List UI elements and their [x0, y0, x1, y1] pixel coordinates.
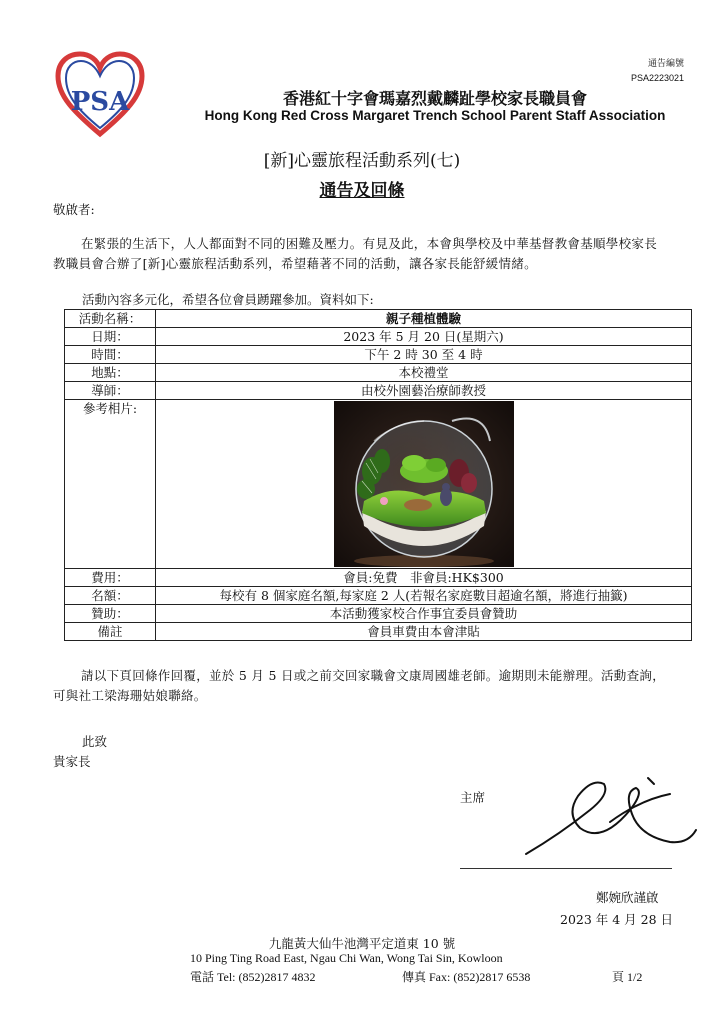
row-value: 本校禮堂: [156, 364, 692, 382]
reply-paragraph: [53, 666, 665, 706]
row-value: 2023 年 5 月 20 日(星期六): [156, 328, 692, 346]
row-value: 會員車費由本會津貼: [156, 623, 692, 641]
table-row: [65, 382, 692, 400]
ref-number: PSA2223021: [630, 73, 684, 83]
signer-name: 鄭婉欣謹啟: [596, 890, 659, 905]
signature-image: [520, 770, 700, 862]
footer-address-cn: 九龍黃大仙牛池灣平定道東 10 號: [268, 936, 456, 951]
row-label: 贊助：: [65, 605, 156, 623]
row-label: 名額：: [65, 587, 156, 605]
issue-date: 2023 年 4 月 28 日: [560, 912, 674, 927]
row-value: 會員:免費 非會員:HK$300: [156, 569, 692, 587]
table-row: [65, 587, 692, 605]
row-label: 導師：: [65, 382, 156, 400]
ref-label: 通告編號: [647, 58, 684, 68]
row-label: 日期：: [65, 328, 156, 346]
row-value: 親子種植體驗: [156, 310, 692, 328]
row-label: 費用：: [65, 569, 156, 587]
table-row: [65, 346, 692, 364]
org-name-cn: 香港紅十字會瑪嘉烈戴麟趾學校家長職員會: [282, 89, 587, 108]
table-row: [65, 569, 692, 587]
closing-1: 此致: [82, 734, 108, 749]
footer-tel: 電話 Tel: (852)2817 4832: [190, 970, 316, 984]
row-value: 每校有 8 個家庭名額,每家庭 2 人(若報名家庭數目超逾名額，將進行抽籤): [156, 587, 692, 605]
table-row: [65, 328, 692, 346]
intro-paragraph: [53, 234, 665, 274]
terrarium-photo: [334, 401, 514, 567]
notice-ref: [631, 56, 684, 86]
closing-2: 貴家長: [53, 754, 91, 769]
signature-line: [460, 868, 672, 869]
paragraph-2: 請以下頁回條作回覆，並於 5 月 5 日或之前交回家職會文康周國雄老師。逾期則未能辦理。活動查詢，可與社工梁海珊姑娘聯絡。: [53, 668, 666, 703]
psa-logo: [52, 50, 148, 138]
row-label: 地點：: [65, 364, 156, 382]
row-label: 時間：: [65, 346, 156, 364]
chair-role: 主席: [460, 790, 486, 805]
salutation: 敬啟者:: [53, 202, 95, 217]
table-row: [65, 605, 692, 623]
photo-cell: [156, 400, 692, 569]
logo-text: PSA: [70, 87, 130, 117]
table-row: [65, 364, 692, 382]
activity-table: [64, 309, 692, 641]
row-value: 下午 2 時 30 至 4 時: [156, 346, 692, 364]
org-name-en: Hong Kong Red Cross Margaret Trench School Parent Staff Association: [204, 108, 666, 123]
row-value: 由校外園藝治療師教授: [156, 382, 692, 400]
page-number: 頁 1/2: [612, 970, 643, 984]
table-row: [65, 310, 692, 328]
footer-address-en: 10 Ping Ting Road East, Ngau Chi Wan, Wong Tai Sin, Kowloon: [190, 951, 503, 965]
intro-line: 活動內容多元化，希望各位會員踴躍參加。資料如下:: [82, 292, 374, 307]
paragraph-1: 在緊張的生活下，人人都面對不同的困難及壓力。有見及此，本會與學校及中華基督教會基順學校家長教職員會合辦了[新]心靈旅程活動系列，希望藉著不同的活動，讓各家長能舒緩情緒。: [53, 236, 658, 271]
row-label: 參考相片:: [65, 400, 156, 569]
row-value: 本活動獲家校合作事宜委員會贊助: [156, 605, 692, 623]
row-label: 活動名稱：: [65, 310, 156, 328]
page-title: [新]心靈旅程活動系列(七): [263, 151, 461, 171]
row-label: 備註: [65, 623, 156, 641]
page-subtitle: 通告及回條: [319, 181, 405, 201]
footer-fax: 傳真 Fax: (852)2817 6538: [402, 970, 531, 984]
table-row: [65, 623, 692, 641]
table-row: [65, 400, 692, 569]
